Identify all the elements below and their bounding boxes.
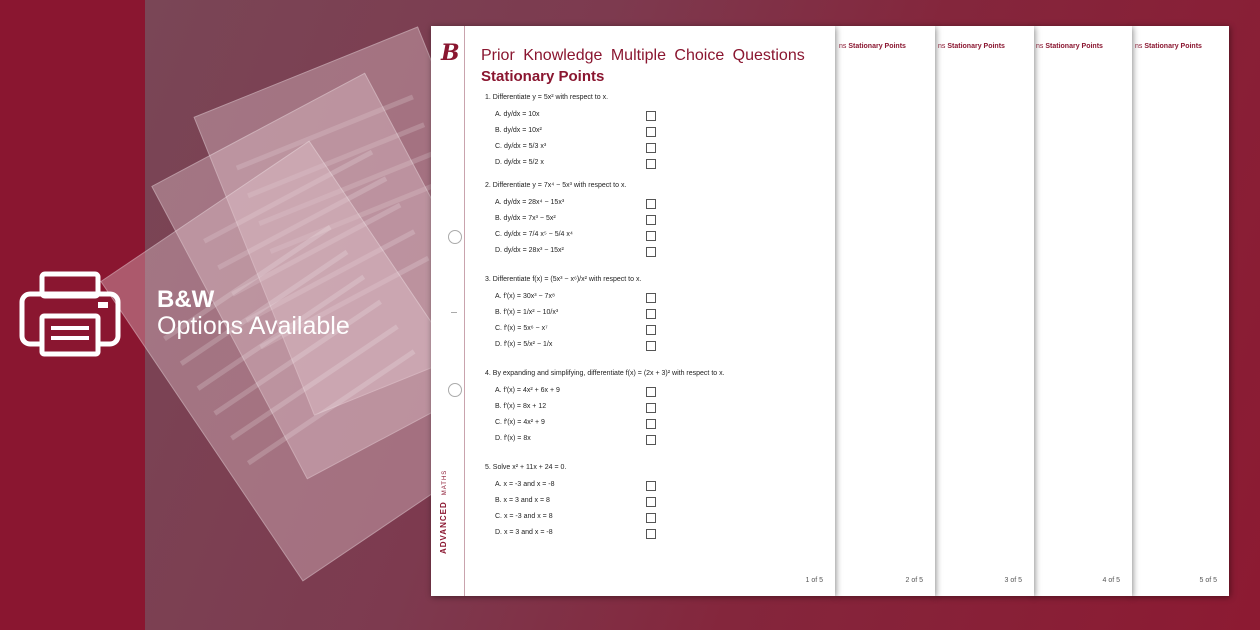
printer-icon	[18, 270, 122, 358]
answer-checkbox[interactable]	[646, 513, 656, 523]
answer-option: C. f′(x) = 4x² + 9	[495, 419, 545, 426]
answer-checkbox[interactable]	[646, 309, 656, 319]
answer-option: C. dy/dx = 7/4 x⁵ − 5/4 x⁴	[495, 231, 573, 238]
answer-checkbox[interactable]	[646, 199, 656, 209]
worksheet-page-1	[431, 26, 835, 596]
answer-checkbox[interactable]	[646, 247, 656, 257]
answer-option: D. f′(x) = 8x	[495, 435, 531, 442]
page-header: ns Stationary Points	[1036, 43, 1103, 50]
answer-checkbox[interactable]	[646, 325, 656, 335]
answer-option: B. f′(x) = 1/x² − 10/x³	[495, 309, 559, 316]
answer-option: D. f′(x) = 5/x² − 1/x	[495, 341, 553, 348]
logo: B	[441, 40, 460, 66]
answer-option: B. dy/dx = 7x³ − 5x²	[495, 215, 556, 222]
worksheet-page-4	[1032, 26, 1132, 596]
answer-checkbox[interactable]	[646, 341, 656, 351]
worksheet-page-3	[934, 26, 1034, 596]
answer-option: D. dy/dx = 5/2 x	[495, 159, 544, 166]
answer-option: B. f′(x) = 8x + 12	[495, 403, 547, 410]
worksheet-page-5	[1131, 26, 1229, 596]
worksheet-page-2	[835, 26, 935, 596]
page-number: 3 of 5	[1004, 577, 1022, 584]
answer-checkbox[interactable]	[646, 215, 656, 225]
answer-checkbox[interactable]	[646, 529, 656, 539]
answer-option: D. x = 3 and x = -8	[495, 529, 553, 536]
document-subtitle: Stationary Points	[481, 68, 605, 85]
answer-option: A. f′(x) = 4x² + 6x + 9	[495, 387, 560, 394]
page-number: 4 of 5	[1102, 577, 1120, 584]
answer-option: A. f′(x) = 30x³ − 7x⁸	[495, 293, 555, 300]
answer-checkbox[interactable]	[646, 419, 656, 429]
answer-option: D. dy/dx = 28x³ − 15x²	[495, 247, 564, 254]
question-text: 2. Differentiate y = 7x⁴ − 5x³ with respect to x.	[485, 182, 627, 189]
answer-checkbox[interactable]	[646, 293, 656, 303]
answer-option: B. x = 3 and x = 8	[495, 497, 550, 504]
punch-hole	[448, 383, 462, 397]
brand-label: ADVANCEDMATHS	[439, 469, 448, 554]
answer-checkbox[interactable]	[646, 143, 656, 153]
punch-mark	[451, 312, 457, 313]
page-header: ns Stationary Points	[938, 43, 1005, 50]
page-number: 2 of 5	[905, 577, 923, 584]
question-text: 1. Differentiate y = 5x² with respect to x.	[485, 94, 609, 101]
answer-checkbox[interactable]	[646, 127, 656, 137]
side-strip	[431, 26, 465, 596]
answer-checkbox[interactable]	[646, 387, 656, 397]
answer-checkbox[interactable]	[646, 403, 656, 413]
answer-checkbox[interactable]	[646, 497, 656, 507]
answer-option: C. dy/dx = 5/3 x³	[495, 143, 547, 150]
answer-checkbox[interactable]	[646, 481, 656, 491]
answer-checkbox[interactable]	[646, 231, 656, 241]
question-text: 3. Differentiate f(x) = (5x³ − x⁶)/x² with respect to x.	[485, 276, 642, 283]
answer-option: C. x = -3 and x = 8	[495, 513, 553, 520]
page-header: ns Stationary Points	[1135, 43, 1202, 50]
question-text: 4. By expanding and simplifying, differentiate f(x) = (2x + 3)² with respect to x.	[485, 370, 725, 377]
answer-option: A. x = -3 and x = -8	[495, 481, 555, 488]
banner-subtitle: Options Available	[157, 312, 350, 340]
page-number: 1 of 5	[805, 577, 823, 584]
answer-checkbox[interactable]	[646, 435, 656, 445]
page-number: 5 of 5	[1199, 577, 1217, 584]
answer-option: B. dy/dx = 10x²	[495, 127, 542, 134]
banner-title: B&W	[157, 286, 215, 313]
answer-option: C. f′(x) = 5x⁶ − x⁷	[495, 325, 548, 332]
answer-checkbox[interactable]	[646, 159, 656, 169]
page-header: ns Stationary Points	[839, 43, 906, 50]
answer-checkbox[interactable]	[646, 111, 656, 121]
punch-hole	[448, 230, 462, 244]
answer-option: A. dy/dx = 10x	[495, 111, 540, 118]
question-text: 5. Solve x² + 11x + 24 = 0.	[485, 464, 567, 471]
document-title: Prior Knowledge Multiple Choice Questions	[481, 47, 805, 64]
answer-option: A. dy/dx = 28x⁴ − 15x³	[495, 199, 565, 206]
